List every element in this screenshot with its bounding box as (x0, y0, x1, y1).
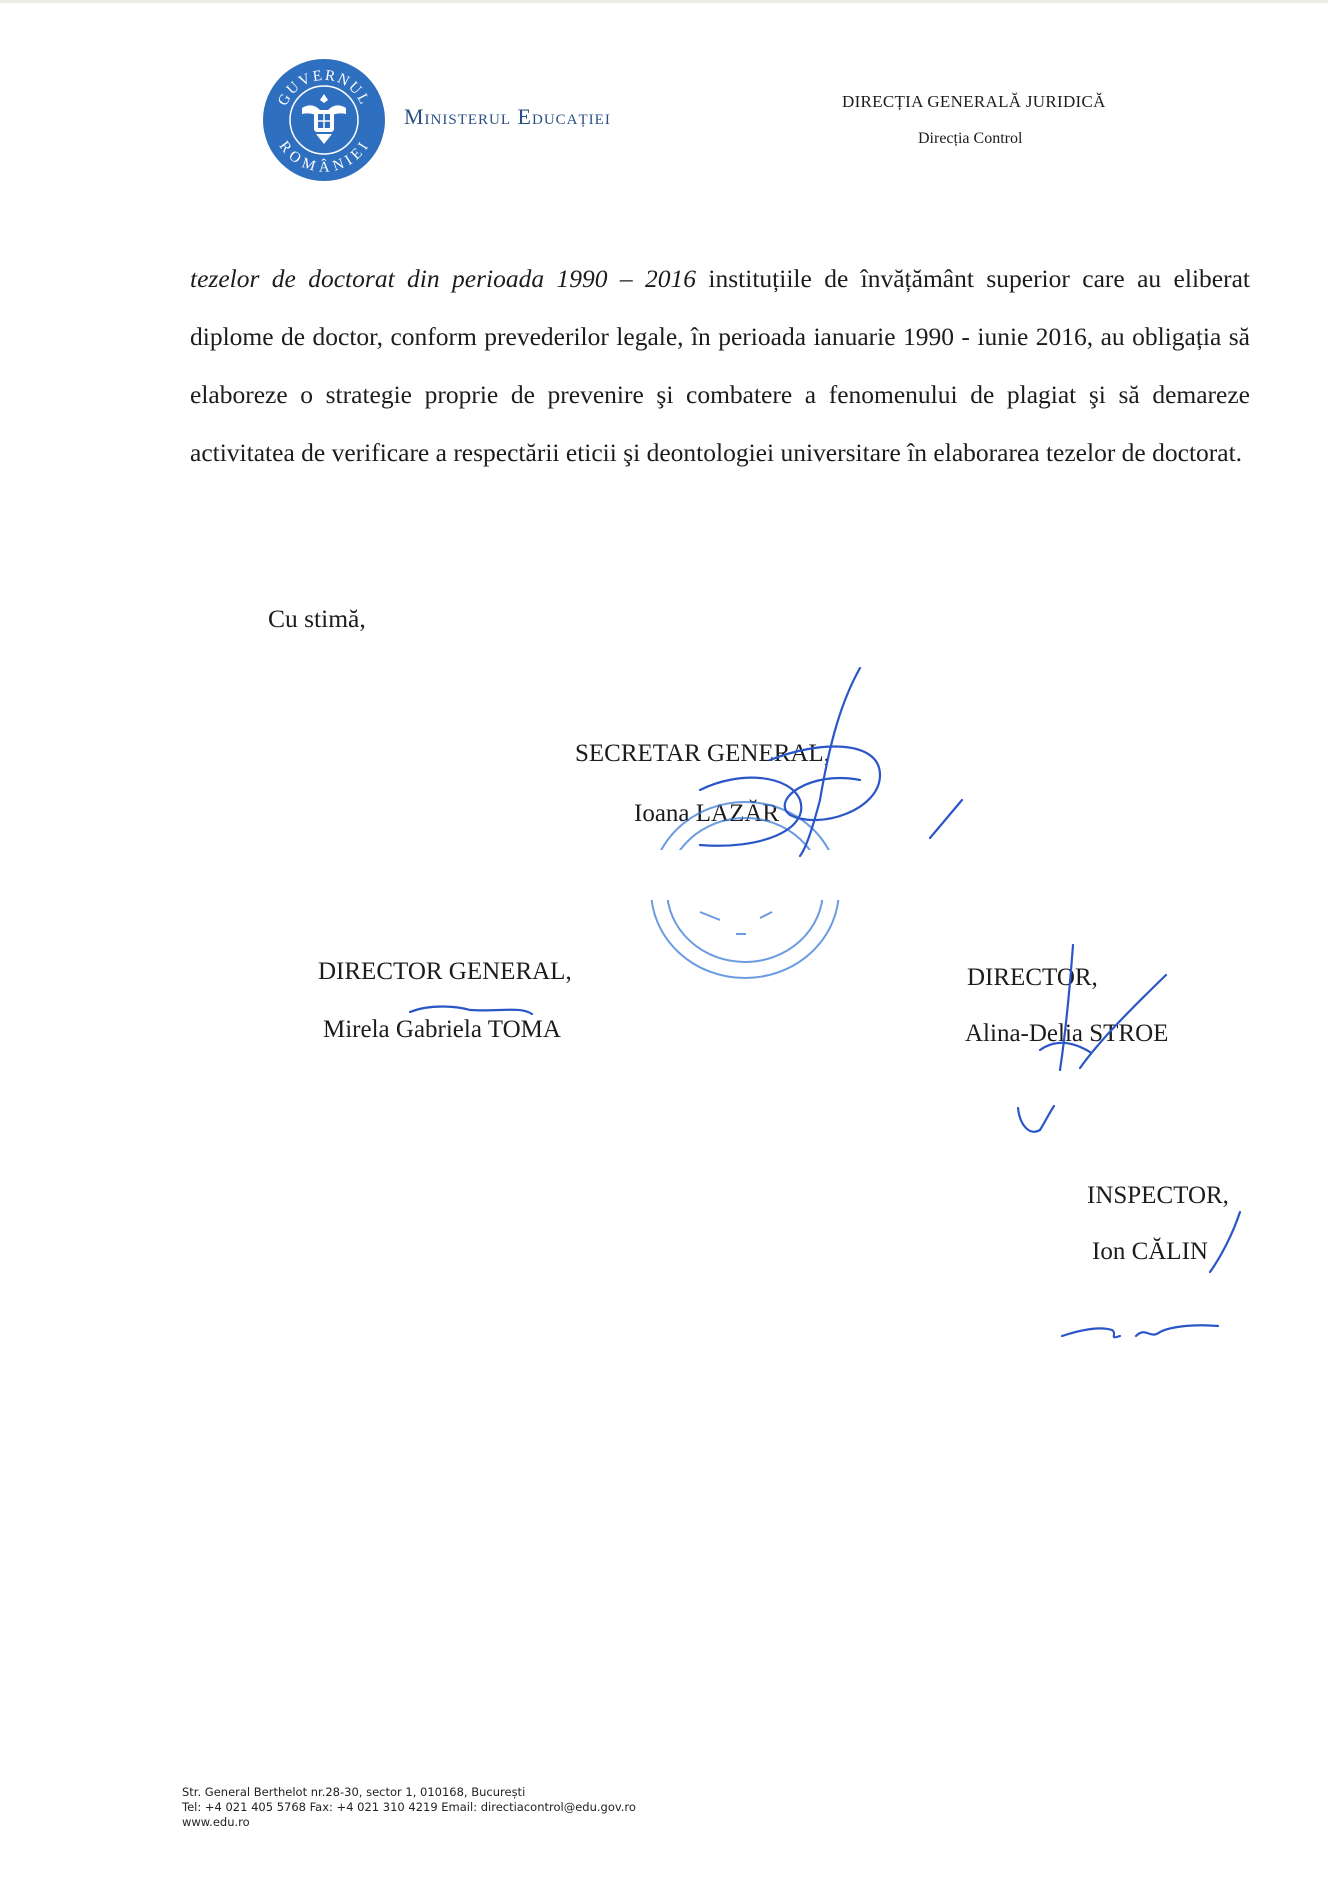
footer-address: Str. General Berthelot nr.28-30, sector 1, 010168, București (182, 1785, 526, 1799)
secretary-general-name: Ioana LAZĂR (634, 800, 780, 827)
department-title: DIRECȚIA GENERALĂ JURIDICĂ (842, 92, 1106, 111)
paragraph-text: instituțiile de învățământ superior care au eliberat diplome de doctor, conform prevederilor legale, în perioada ianuarie 1990 - iunie 2016, au obligația să elaboreze o strategie proprie de prevenire şi combatere a fenomenului de plagiat şi să demareze activitatea de verificare a respectării eticii şi deontologiei universitare în elaborarea tezelor de doctorat. (190, 264, 1251, 467)
inspector-title: INSPECTOR, (1087, 1182, 1229, 1209)
government-seal-icon (262, 58, 386, 182)
svg-text:ROMÂNIEI: ROMÂNIEI (275, 138, 373, 176)
footer-contact: Tel: +4 021 405 5768 Fax: +4 021 310 4219 Email: directiacontrol@edu.gov.ro (182, 1800, 636, 1814)
inspector-name: Ion CĂLIN (1092, 1238, 1208, 1265)
svg-text:GUVERNUL: GUVERNUL (275, 67, 373, 109)
director-general-name: Mirela Gabriela TOMA (323, 1016, 561, 1043)
footer-website: www.edu.ro (182, 1815, 250, 1829)
official-stamp (651, 802, 839, 978)
director-general-title: DIRECTOR GENERAL, (318, 958, 572, 985)
page-top-edge (0, 0, 1328, 3)
footer (182, 1785, 636, 1830)
italic-lead: tezelor de doctorat din perioada 1990 – 2016 (190, 264, 696, 293)
director-general-signature (410, 1007, 532, 1015)
ministry-name: Ministerul Educației (404, 104, 611, 129)
closing-salutation: Cu stimă, (268, 604, 366, 633)
sub-department-title: Direcția Control (918, 130, 1023, 147)
secretary-general-title: SECRETAR GENERAL, (575, 740, 830, 767)
director-title: DIRECTOR, (967, 964, 1098, 991)
letter-paragraph (190, 250, 1250, 482)
inspector-signature (1062, 1212, 1240, 1337)
director-name: Alina-Delia STROE (965, 1020, 1169, 1047)
